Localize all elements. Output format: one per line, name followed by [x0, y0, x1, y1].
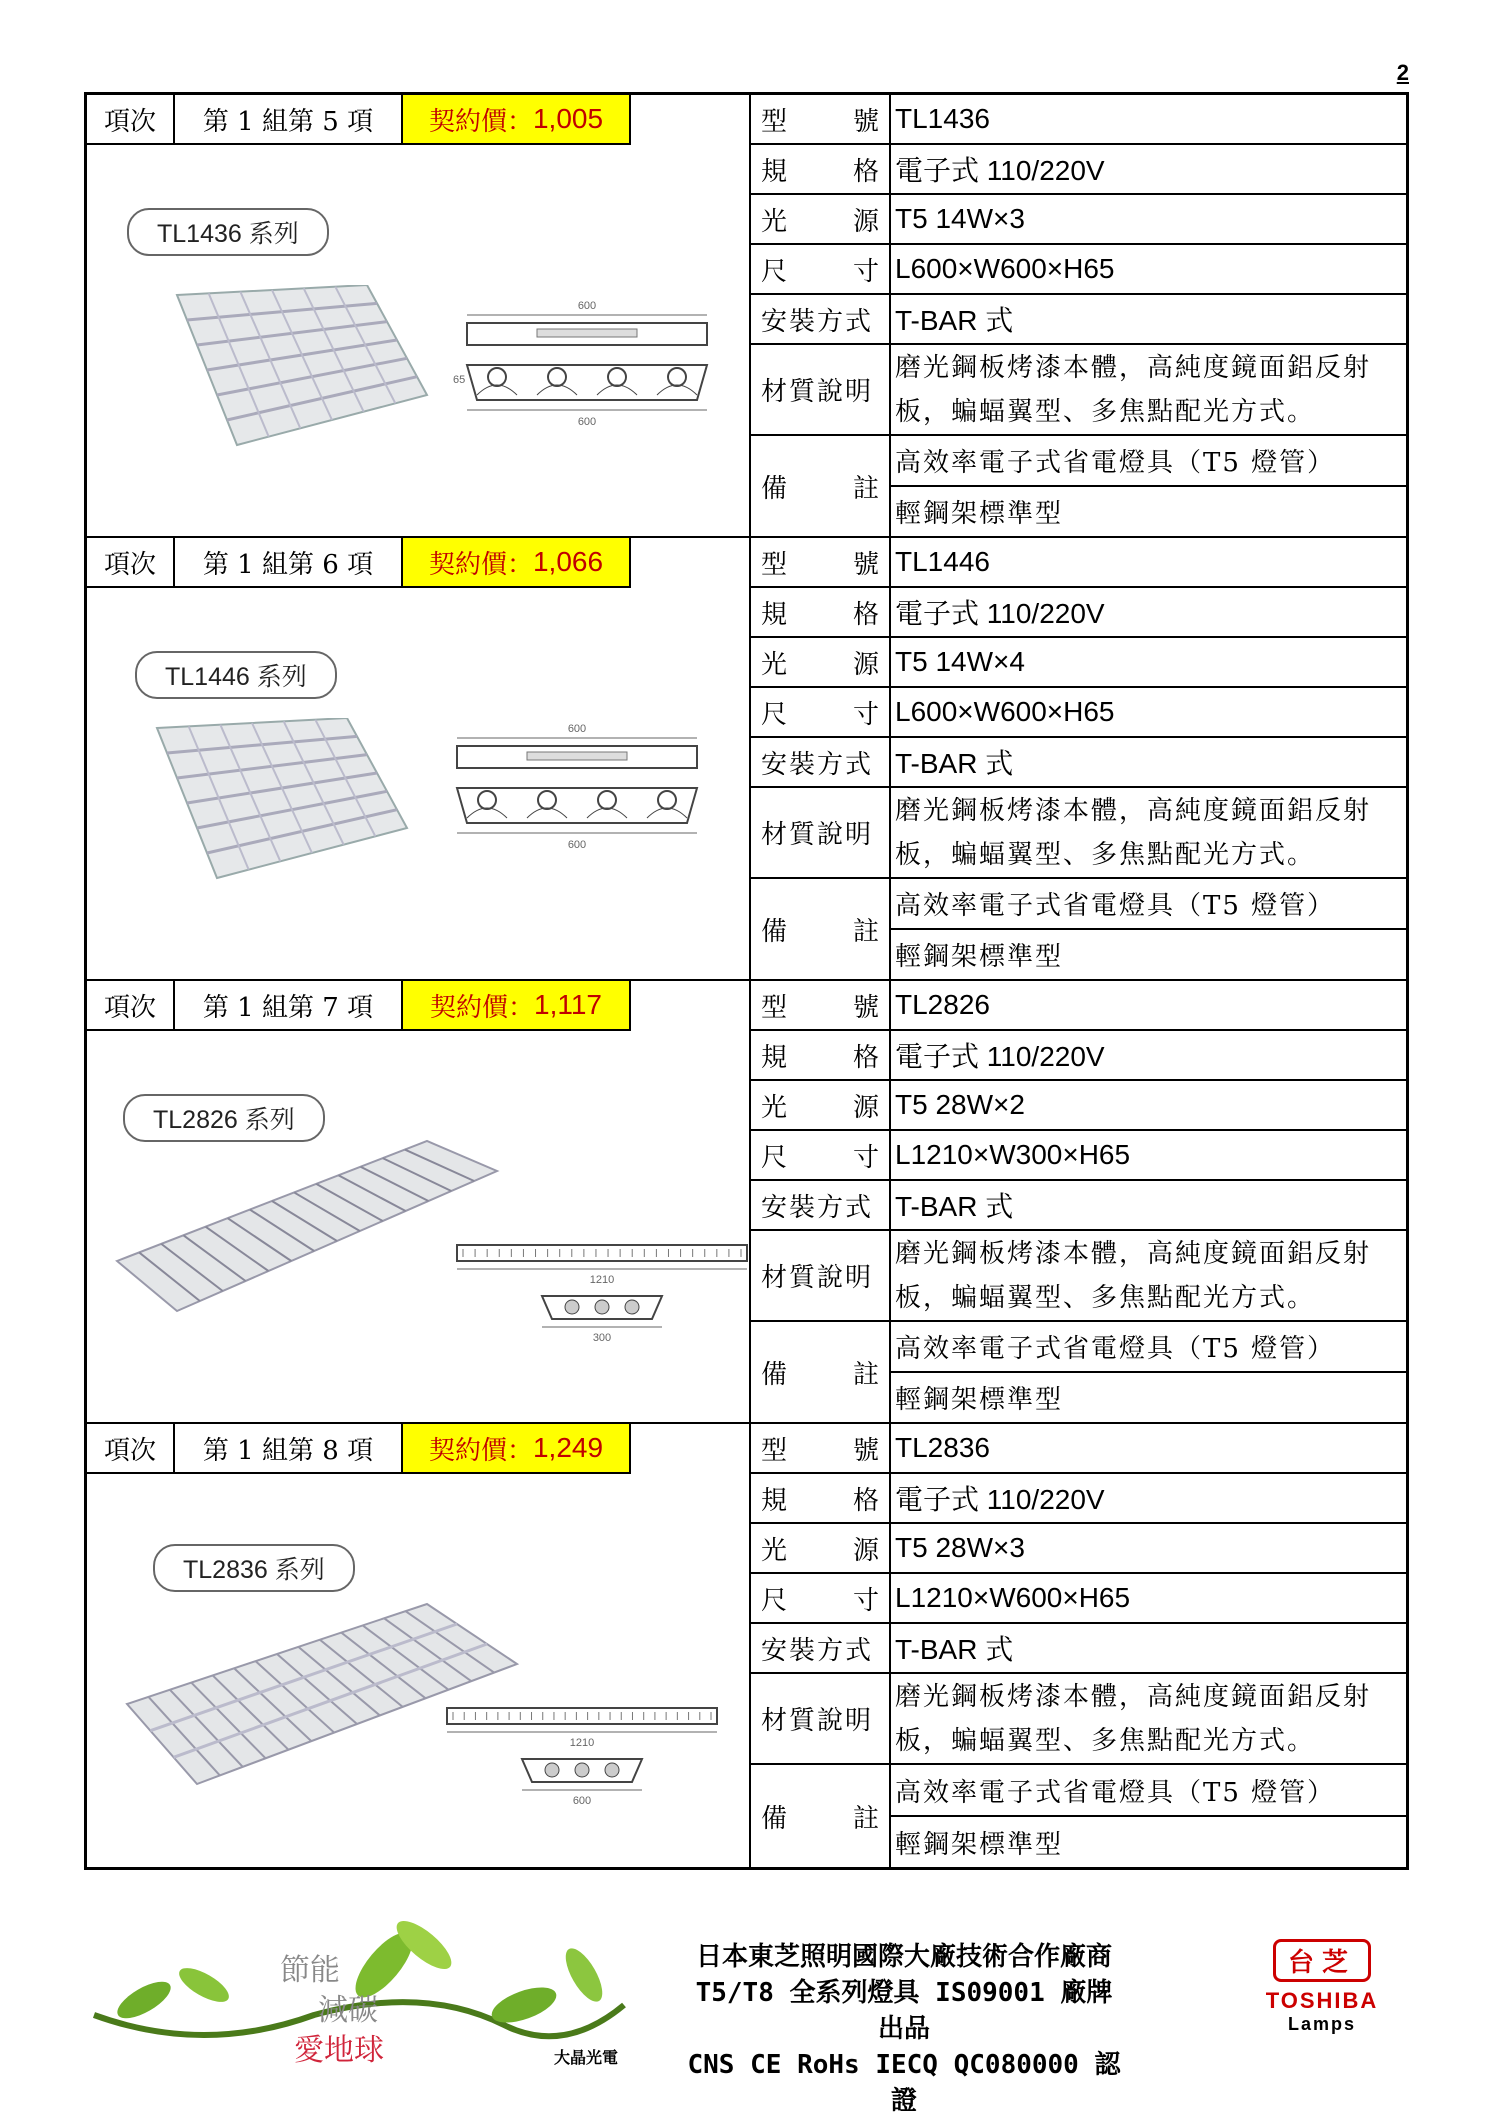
size-row-value: L1210×W600×H65: [895, 1582, 1131, 1613]
label-char: 備: [761, 916, 788, 947]
spec-label: [751, 1081, 891, 1129]
spec-label: [751, 1474, 891, 1522]
price-value: 1,249: [532, 1432, 604, 1463]
spec-table: [751, 538, 1406, 979]
fixture-photo: [127, 718, 467, 892]
size-row-value: L1210×W300×H65: [895, 1139, 1131, 1170]
fixture-photo: [147, 285, 487, 459]
size-row-value: L600×W600×H65: [895, 253, 1115, 284]
label-char: 寸: [852, 699, 879, 730]
light-source-row: [751, 638, 1406, 688]
label-char: 號: [852, 1435, 879, 1466]
logo-en: TOSHIBA: [1265, 1988, 1379, 2013]
dimension-diagram: [427, 1704, 737, 1818]
label-char: 備: [761, 1359, 788, 1390]
light-source-row: [751, 1524, 1406, 1574]
footer-line-2: T5/T8 全系列燈具 IS09001 廠牌出品: [695, 1978, 1113, 2044]
label-char: 尺: [761, 1585, 788, 1616]
contract-price: [403, 1424, 631, 1474]
label-char: 號: [852, 992, 879, 1023]
note-line-1: 高效率電子式省電燈具（T5 燈管）: [891, 1765, 1406, 1817]
spec-table: [751, 981, 1406, 1422]
spec-label: [751, 1031, 891, 1079]
price-value: 1,066: [532, 546, 604, 577]
spec-label: [751, 538, 891, 586]
svg-text:600: 600: [572, 1795, 592, 1807]
material-line-2: 板，蝙蝠翼型、多焦點配光方式。: [895, 1282, 1316, 1313]
spec-table: [751, 1424, 1406, 1867]
label-char: 號: [852, 106, 879, 137]
material-row-value: [891, 1674, 1406, 1763]
label-char: 源: [852, 1092, 879, 1123]
series-pill: TL2826 系列: [123, 1094, 325, 1142]
material-row-value: [891, 1231, 1406, 1320]
note-line-1: 高效率電子式省電燈具（T5 燈管）: [891, 879, 1406, 930]
product-item: [87, 981, 1406, 1424]
product-item: [87, 538, 1406, 981]
slogan-line-2: 減碳: [318, 1994, 378, 2027]
index-label: 項次: [87, 95, 175, 145]
light-source-row-value: T5 14W×3: [895, 203, 1025, 234]
material-row: [751, 1674, 1406, 1765]
footer-line-1: 日本東芝照明國際大廠技術合作廠商: [695, 1942, 1112, 1972]
svg-text:65: 65: [453, 374, 466, 386]
label-char: 光: [761, 206, 788, 237]
svg-text:600: 600: [577, 416, 597, 428]
material-row: [751, 1231, 1406, 1322]
label-char: 型: [761, 549, 788, 580]
light-source-row-value: T5 14W×4: [895, 646, 1025, 677]
price-label: 契約價：: [429, 992, 534, 1023]
spec-label: [751, 879, 891, 979]
model-row-value: TL2836: [895, 1432, 990, 1463]
material-line-2: 板，蝙蝠翼型、多焦點配光方式。: [895, 1725, 1316, 1756]
spec-label: 安裝方式: [751, 1624, 891, 1672]
spec-label: [751, 1574, 891, 1622]
label-char: 格: [852, 599, 879, 630]
material-line-1: 磨光鋼板烤漆本體，高純度鏡面鋁反射: [895, 795, 1372, 826]
contract-price: [403, 95, 631, 145]
logo-sub: Lamps: [1287, 2014, 1357, 2034]
spec-label: [751, 436, 891, 536]
material-line-2: 板，蝙蝠翼型、多焦點配光方式。: [895, 839, 1316, 870]
slogan-line-1: 節能: [280, 1954, 340, 1987]
size-row: [751, 1574, 1406, 1624]
label-char: 格: [852, 1485, 879, 1516]
contract-price: [403, 538, 631, 588]
label-char: 尺: [761, 1142, 788, 1173]
model-row: [751, 95, 1406, 145]
product-item: [87, 95, 1406, 538]
label-char: 規: [761, 156, 788, 187]
series-pill: TL2836 系列: [153, 1544, 355, 1592]
material-line-2: 板，蝙蝠翼型、多焦點配光方式。: [895, 396, 1316, 427]
footer-certifications: [684, 1939, 1124, 2119]
note-line-2: 輕鋼架標準型: [895, 1829, 1064, 1860]
label-char: 型: [761, 1435, 788, 1466]
note-line-1: 高效率電子式省電燈具（T5 燈管）: [891, 436, 1406, 487]
spec-label: [751, 195, 891, 243]
footer: [84, 1905, 1409, 2116]
size-row: [751, 245, 1406, 295]
index-label: 項次: [87, 981, 175, 1031]
spec-label: [751, 1524, 891, 1572]
svg-text:600: 600: [567, 723, 587, 735]
label-char: 寸: [852, 256, 879, 287]
note-line-2: 輕鋼架標準型: [895, 942, 1064, 972]
contract-price: [403, 981, 631, 1031]
label-char: 源: [852, 649, 879, 680]
material-line-1: 磨光鋼板烤漆本體，高純度鏡面鋁反射: [895, 1681, 1372, 1712]
material-row-value: [891, 345, 1406, 434]
page-number: 2: [1396, 60, 1409, 85]
product-visual: [87, 95, 751, 536]
model-row-value: TL1436: [895, 103, 990, 134]
label-char: 尺: [761, 256, 788, 287]
label-char: 寸: [852, 1142, 879, 1173]
size-row: [751, 1131, 1406, 1181]
mount-row: [751, 738, 1406, 788]
spec-row-value: 電子式 110/220V: [895, 598, 1105, 629]
spec-label: 材質說明: [751, 1231, 891, 1320]
size-row-value: L600×W600×H65: [895, 696, 1115, 727]
logo-cn: 台芝: [1273, 1939, 1371, 1982]
note-row: [751, 436, 1406, 536]
note-line-2: 輕鋼架標準型: [895, 499, 1064, 529]
spec-label: [751, 688, 891, 736]
note-line-1: 高效率電子式省電燈具（T5 燈管）: [891, 1322, 1406, 1373]
material-line-1: 磨光鋼板烤漆本體，高純度鏡面鋁反射: [895, 1238, 1372, 1269]
note-row-value: [891, 1322, 1406, 1422]
note-row: [751, 879, 1406, 979]
spec-row-value: 電子式 110/220V: [895, 1484, 1105, 1515]
series-pill: TL1436 系列: [127, 208, 329, 256]
spec-label: [751, 1322, 891, 1422]
spec-label: [751, 981, 891, 1029]
note-line-2: 輕鋼架標準型: [895, 1385, 1064, 1415]
price-value: 1,117: [534, 989, 602, 1020]
svg-text:1210: 1210: [589, 1274, 615, 1286]
spec-row: [751, 588, 1406, 638]
label-char: 備: [761, 1803, 788, 1834]
light-source-row-value: T5 28W×2: [895, 1089, 1025, 1120]
product-item: [87, 1424, 1406, 1867]
label-char: 尺: [761, 699, 788, 730]
company-name: 大晶光電: [554, 2050, 619, 2067]
mount-row: [751, 1181, 1406, 1231]
material-row-value: [891, 788, 1406, 877]
model-row: [751, 538, 1406, 588]
label-char: 註: [852, 473, 879, 504]
dimension-diagram: [447, 295, 727, 439]
item-header: [87, 95, 749, 145]
mount-row: [751, 1624, 1406, 1674]
footer-line-3: CNS CE RoHs IECQ QC080000 認證: [687, 2050, 1121, 2116]
svg-text:600: 600: [567, 839, 587, 851]
material-row: [751, 788, 1406, 879]
spec-label: [751, 638, 891, 686]
spec-row-value: 電子式 110/220V: [895, 155, 1105, 186]
label-char: 光: [761, 649, 788, 680]
product-visual: [87, 981, 751, 1422]
note-row: [751, 1322, 1406, 1422]
price-label: 契約價：: [428, 549, 533, 580]
label-char: 光: [761, 1092, 788, 1123]
model-row-value: TL1446: [895, 546, 990, 577]
mount-row-value: T-BAR 式: [895, 1634, 1014, 1665]
svg-text:300: 300: [592, 1332, 612, 1344]
spec-label: [751, 1131, 891, 1179]
product-visual: [87, 1424, 751, 1867]
label-char: 格: [852, 156, 879, 187]
spec-label: 材質說明: [751, 788, 891, 877]
light-source-row-value: T5 28W×3: [895, 1532, 1025, 1563]
size-row: [751, 688, 1406, 738]
item-header: [87, 1424, 749, 1474]
label-char: 註: [852, 1803, 879, 1834]
group-label: 第 1 組第 5 項: [175, 95, 403, 145]
note-row: [751, 1765, 1406, 1867]
spec-label: 安裝方式: [751, 1181, 891, 1229]
spec-row: [751, 1031, 1406, 1081]
mount-row-value: T-BAR 式: [895, 1191, 1014, 1222]
index-label: 項次: [87, 1424, 175, 1474]
label-char: 型: [761, 106, 788, 137]
group-label: 第 1 組第 7 項: [175, 981, 403, 1031]
label-char: 源: [852, 206, 879, 237]
mount-row-value: T-BAR 式: [895, 305, 1014, 336]
label-char: 註: [852, 916, 879, 947]
spec-table: [751, 95, 1406, 536]
spec-label: [751, 245, 891, 293]
label-char: 型: [761, 992, 788, 1023]
material-line-1: 磨光鋼板烤漆本體，高純度鏡面鋁反射: [895, 352, 1372, 383]
material-row: [751, 345, 1406, 436]
group-label: 第 1 組第 8 項: [175, 1424, 403, 1474]
label-char: 寸: [852, 1585, 879, 1616]
svg-text:600: 600: [577, 300, 597, 312]
model-row-value: TL2826: [895, 989, 990, 1020]
group-label: 第 1 組第 6 項: [175, 538, 403, 588]
label-char: 備: [761, 473, 788, 504]
item-header: [87, 538, 749, 588]
index-label: 項次: [87, 538, 175, 588]
spec-label: [751, 95, 891, 143]
note-row-value: [891, 1765, 1406, 1867]
spec-row: [751, 1474, 1406, 1524]
label-char: 源: [852, 1535, 879, 1566]
dimension-diagram: [437, 1241, 767, 1355]
light-source-row: [751, 1081, 1406, 1131]
price-value: 1,005: [532, 103, 604, 134]
spec-label: 安裝方式: [751, 738, 891, 786]
note-row-value: [891, 436, 1406, 536]
price-label: 契約價：: [428, 106, 533, 137]
label-char: 規: [761, 1485, 788, 1516]
model-row: [751, 1424, 1406, 1474]
label-char: 規: [761, 1042, 788, 1073]
spec-label: [751, 145, 891, 193]
label-char: 註: [852, 1359, 879, 1390]
spec-label: 材質說明: [751, 1674, 891, 1763]
spec-row-value: 電子式 110/220V: [895, 1041, 1105, 1072]
spec-row: [751, 145, 1406, 195]
svg-text:1210: 1210: [569, 1737, 595, 1749]
product-table: [84, 92, 1409, 1870]
dimension-diagram: [437, 718, 717, 862]
spec-label: 安裝方式: [751, 295, 891, 343]
item-header: [87, 981, 749, 1031]
spec-label: [751, 1765, 891, 1867]
slogan-line-3: 愛地球: [294, 2034, 384, 2067]
spec-label: [751, 588, 891, 636]
spec-label: [751, 1424, 891, 1472]
mount-row: [751, 295, 1406, 345]
spec-label: 材質說明: [751, 345, 891, 434]
label-char: 號: [852, 549, 879, 580]
product-visual: [87, 538, 751, 979]
series-pill: TL1446 系列: [135, 651, 337, 699]
price-label: 契約價：: [428, 1435, 533, 1466]
label-char: 規: [761, 599, 788, 630]
model-row: [751, 981, 1406, 1031]
light-source-row: [751, 195, 1406, 245]
toshiba-logo: [1252, 1939, 1392, 2035]
mount-row-value: T-BAR 式: [895, 748, 1014, 779]
label-char: 光: [761, 1535, 788, 1566]
note-row-value: [891, 879, 1406, 979]
label-char: 格: [852, 1042, 879, 1073]
